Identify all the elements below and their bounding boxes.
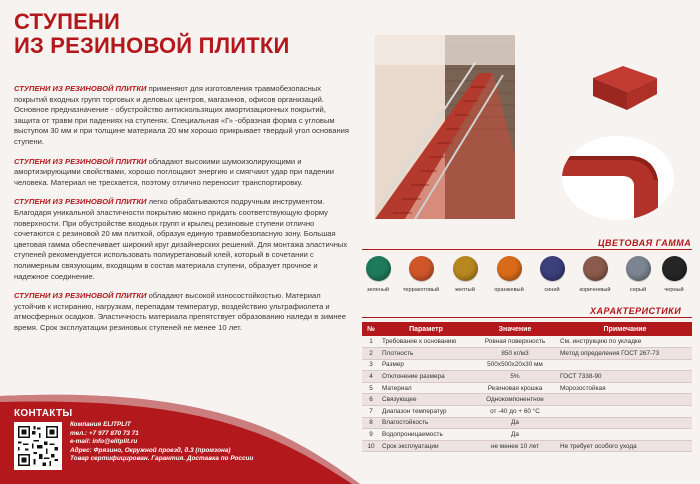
table-row [362, 417, 692, 429]
swatch-label: желтый [455, 287, 475, 293]
column-header: № [362, 322, 380, 336]
staircase-photo [375, 35, 515, 219]
tile-sample-image [583, 64, 661, 120]
swatch-dot [366, 256, 391, 281]
swatch-dot [409, 256, 434, 281]
contact-details [70, 421, 253, 464]
table-cell: 5% [472, 371, 558, 383]
colors-heading: ЦВЕТОВАЯ ГАММА [598, 238, 692, 248]
phone-number[interactable]: тел.: +7 977 870 73 71 [70, 429, 139, 437]
paragraph-text: легко обрабатываются подручным инструментом. Благодаря уникальной эластичности покрытию можно придать соответствующую форму поверхности. При обустройстве входных групп и крылец резиновые ступени отлично сочетаются с резиновой 20 мм плиткой, образуя единую травмобезопасную зону. Большая цветовая гамма обеспечивает широкий круг дизайнерских решений. Для монтажа эластичных ступеней рекомендуется использовать полиуретановый клей, который в сочетании с полимерным связующим, входящим в состав материала ступени, образует прочное и надежное соединение. [14, 197, 348, 281]
column-header: Значение [472, 322, 558, 336]
paragraph-text: обладают высокой износостойкостью. Материал устойчив к истиранию, нагрузкам, перепадам температур, воздействию ультрафиолета и атмосферных осадков. Эластичность материала препятствует образованию наледи в зимнее время. Срок эксплуатации резиновых ступеней не менее 10 лет. [14, 291, 346, 332]
contacts-heading: КОНТАКТЫ [14, 408, 73, 419]
table-cell: 8 [362, 417, 380, 429]
table-cell: 9 [362, 429, 380, 441]
swatch-label: терракотовый [402, 287, 440, 293]
table-cell: См. инструкцию по укладке [558, 336, 692, 348]
table-row [362, 336, 692, 348]
table-cell: 1 [362, 336, 380, 348]
email-address[interactable]: e-mail: info@elitplit.ru [70, 438, 138, 446]
table-row [362, 394, 692, 406]
table-cell: Не требует особого ухода [558, 440, 692, 452]
swatch-yellow [451, 256, 479, 293]
table-cell: Морозостойкая [558, 382, 692, 394]
swatch-dot [583, 256, 608, 281]
swatch-orange [494, 256, 524, 293]
table-cell: Требование к основанию [380, 336, 472, 348]
table-cell: Метод определения ГОСТ 267-73 [558, 348, 692, 360]
column-header: Параметр [380, 322, 472, 336]
swatch-grey [624, 256, 652, 293]
swatch-green [364, 256, 392, 293]
table-cell: Влагостойкость [380, 417, 472, 429]
specs-table [362, 322, 692, 452]
table-cell: 850 кг/м3 [472, 348, 558, 360]
description-paragraph-2 [14, 157, 352, 189]
paragraph-lead: СТУПЕНИ ИЗ РЕЗИНОВОЙ ПЛИТКИ [14, 197, 147, 207]
paragraph-lead: СТУПЕНИ ИЗ РЕЗИНОВОЙ ПЛИТКИ [14, 291, 147, 301]
table-cell: 10 [362, 440, 380, 452]
table-cell: Однокомпонентное [472, 394, 558, 406]
table-cell: Размер [380, 359, 472, 371]
table-cell: Резиновая крошка [472, 382, 558, 394]
column-header: Примечание [558, 322, 692, 336]
table-cell: Отклонение размера [380, 371, 472, 383]
table-row [362, 371, 692, 383]
table-cell: Да [472, 417, 558, 429]
table-cell: Диапазон температур [380, 406, 472, 418]
specs-divider [362, 317, 692, 318]
staircase-illustration [375, 35, 515, 219]
table-cell: Водопроницаемость [380, 429, 472, 441]
description-column [14, 84, 352, 342]
swatch-dot [497, 256, 522, 281]
description-paragraph-1 [14, 84, 352, 148]
description-paragraph-3 [14, 197, 352, 282]
table-cell: 6 [362, 394, 380, 406]
paragraph-lead: СТУПЕНИ ИЗ РЕЗИНОВОЙ ПЛИТКИ [14, 84, 147, 93]
swatch-label: серый [629, 287, 647, 293]
table-cell [558, 406, 692, 418]
colors-divider [362, 249, 692, 250]
table-row [362, 440, 692, 452]
table-cell: 5 [362, 382, 380, 394]
table-cell: Да [472, 429, 558, 441]
swatch-label: черный [664, 287, 684, 293]
table-cell [558, 429, 692, 441]
table-row [362, 382, 692, 394]
table-cell: ГОСТ 7338-90 [558, 371, 692, 383]
table-cell: от -40 до + 60 °С [472, 406, 558, 418]
tagline: Товар сертифицирован. Гарантия. Доставка по России [70, 455, 254, 463]
paragraph-text: обладают высокими шумоизолирующими и амортизирующими свойствами, хорошо поглощают энергию и смягчают удар при падении человека. Материал не трескается, поэтому отлично переносит транспортировку. [14, 156, 335, 187]
table-cell: 500х500х20х30 мм [472, 359, 558, 371]
table-cell [558, 417, 692, 429]
swatch-dot [540, 256, 565, 281]
table-cell: не менее 10 лет [472, 440, 558, 452]
qr-code[interactable] [14, 422, 62, 470]
swatch-label: синий [544, 287, 560, 293]
postal-address: Адрес: Фрязино, Окружной проезд, д.3 (промзона) [70, 446, 231, 454]
table-row [362, 429, 692, 441]
swatch-black [660, 256, 688, 293]
table-cell: Плотность [380, 348, 472, 360]
table-cell: Ровная поверхность [472, 336, 558, 348]
swatch-dot [626, 256, 651, 281]
tile-edge-closeup [562, 136, 674, 220]
title-line-1: СТУПЕНИ [14, 9, 121, 34]
paragraph-text: применяют для изготовления травмобезопасных покрытий входных групп торговых и деловых центров, магазинов, офисов организаций. Основное предназначение - обустройство антискользящих амортизационных покрытий, защита от травм при падениях на ступенях. Специальная «Г» -образная форма с угловым выступом 30 мм и при толщине материала 20 мм хорошо прикрывает твердый угол основания ступени. [14, 84, 350, 146]
swatch-dot [662, 256, 687, 281]
table-header-row [362, 322, 692, 336]
table-cell [558, 394, 692, 406]
swatch-label: коричневый [579, 287, 611, 293]
table-cell: 7 [362, 406, 380, 418]
table-row [362, 406, 692, 418]
table-cell: Связующее [380, 394, 472, 406]
specs-heading: ХАРАКТЕРИСТИКИ [590, 306, 682, 316]
swatch-blue [538, 256, 566, 293]
table-row [362, 348, 692, 360]
table-cell [558, 359, 692, 371]
company-name: Компания ELITPLIT [70, 421, 131, 428]
title-line-2: ИЗ РЕЗИНОВОЙ ПЛИТКИ [14, 33, 290, 58]
table-cell: Срок эксплуатации [380, 440, 472, 452]
table-row [362, 359, 692, 371]
swatch-terracotta [402, 256, 440, 293]
table-cell: Материал [380, 382, 472, 394]
table-cell: 3 [362, 359, 380, 371]
description-paragraph-4 [14, 291, 352, 333]
paragraph-lead: СТУПЕНИ ИЗ РЕЗИНОВОЙ ПЛИТКИ [14, 156, 147, 166]
swatch-label: оранжевый [494, 287, 524, 293]
color-swatches [362, 256, 690, 298]
swatch-brown [579, 256, 611, 293]
table-cell: 4 [362, 371, 380, 383]
page-title [14, 10, 290, 58]
swatch-label: зеленый [366, 287, 390, 293]
table-cell: 2 [362, 348, 380, 360]
swatch-dot [453, 256, 478, 281]
